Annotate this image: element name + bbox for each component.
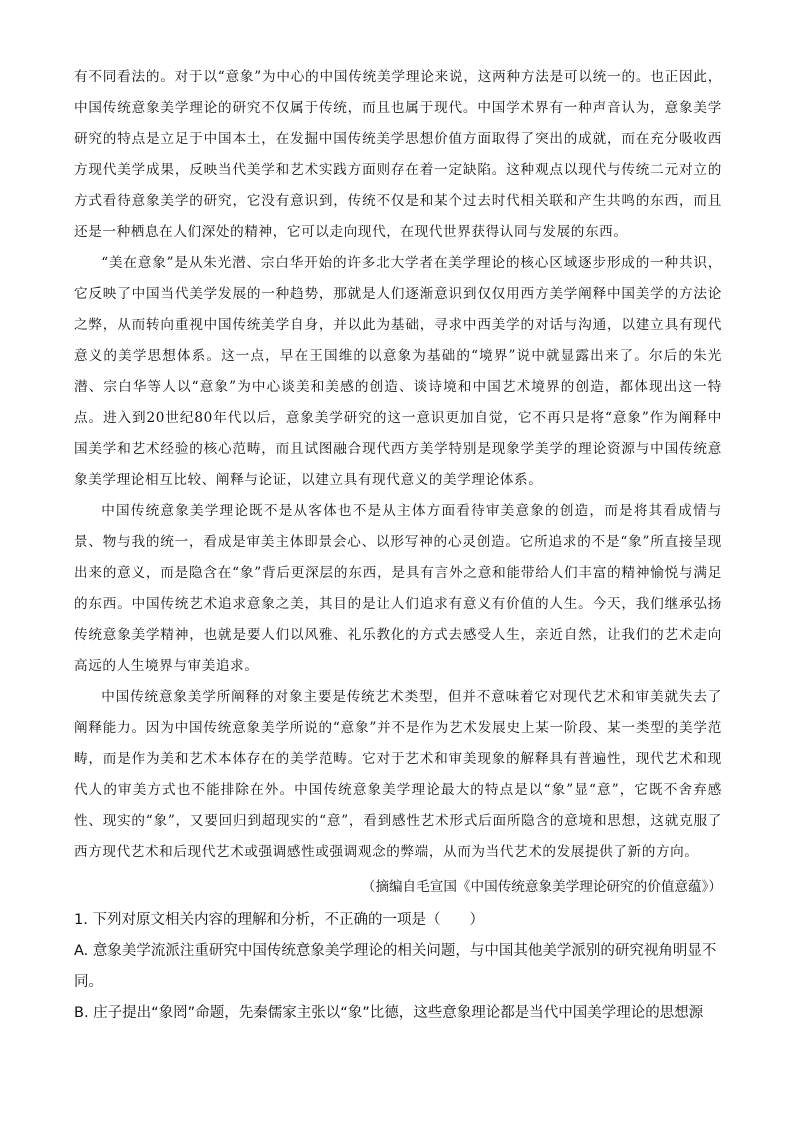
question-block	[74, 905, 722, 1029]
passage-source-citation: （摘编自毛宣国《中国传统意象美学理论研究的价值意蕴》）	[361, 879, 722, 895]
passage-paragraph-4: 中国传统意象美学所阐释的对象主要是传统艺术类型，但并不意味着它对现代艺术和审美就失去了阐释能力。因为中国传统意象美学所说的“意象”并不是作为艺术发展史上某一阶段、某一类型的美学范畴，而是作为美和艺术本体存在的美学范畴。它对于艺术和审美现象的解释具有普遍性，现代艺术和现代人的审美方式也不能排除在外。中国传统意象美学理论最大的特点是以“象”显“意”，它既不舍弃感性、现实的“象”，又要回归到超现实的“意”，看到感性艺术形式后面所隐含的意境和思想，这就克服了西方现代艺术和后现代艺术或强调感性或强调观念的弊端，从而为当代艺术的发展提供了新的方向。	[74, 689, 722, 860]
question-1-option-a: A. 意象美学流派注重研究中国传统意象美学理论的相关问题，与中国其他美学派别的研究视角明显不同。	[74, 943, 717, 990]
passage-paragraph-3: 中国传统意象美学理论既不是从客体也不是从主体方面看待审美意象的创造，而是将其看成情与景、物与我的统一，看成是审美主体即景会心、以形写神的心灵创造。它所追求的不是“象”所直接呈现出来的意义，而是隐含在“象”背后更深层的东西，是具有言外之意和能带给人们丰富的精神愉悦与满足的东西。中国传统艺术追求意象之美，其目的是让人们追求有意义有价值的人生。今天，我们继承弘扬传统意象美学精神，也就是要人们以风雅、礼乐教化的方式去感受人生，亲近自然，让我们的艺术走向高远的人生境界与审美追求。	[74, 503, 722, 674]
question-1-option-b: B. 庄子提出“象罔”命题，先秦儒家主张以“象”比德，这些意象理论都是当代中国美学理论的思想源	[74, 1005, 704, 1021]
passage-body	[74, 62, 722, 868]
passage-paragraph-1: 有不同看法的。对于以“意象”为中心的中国传统美学理论来说，这两种方法是可以统一的。也正因此，中国传统意象美学理论的研究不仅属于传统，而且也属于现代。中国学术界有一种声音认为，意象美学研究的特点是立足于中国本土，在发掘中国传统美学思想价值方面取得了突出的成就，而在充分吸收西方现代美学成果，反映当代美学和艺术实践方面则存在着一定缺陷。这种观点以现代与传统二元对立的方式看待意象美学的研究，它没有意识到，传统不仅是和某个过去时代相关联和产生共鸣的东西，而且还是一种栖息在人们深处的精神，它可以走向现代，在现代世界获得认同与发展的东西。	[74, 69, 722, 240]
passage-paragraph-2: “美在意象”是从朱光潜、宗白华开始的许多北大学者在美学理论的核心区域逐步形成的一种共识，它反映了中国当代美学发展的一种趋势，那就是人们逐渐意识到仅仅用西方美学阐释中国美学的方法论之弊，从而转向重视中国传统美学自身，并以此为基础，寻求中西美学的对话与沟通，以建立具有现代意义的美学思想体系。这一点，早在王国维的以意象为基础的“境界”说中就显露出来了。尔后的朱光潜、宗白华等人以“意象”为中心谈美和美感的创造、谈诗境和中国艺术境界的创造，都体现出这一特点。进入到20世纪80年代以后，意象美学研究的这一意识更加自觉，它不再只是将“意象”作为阐释中国美学和艺术经验的核心范畴，而且试图融合现代西方美学特别是现象学美学的理论资源与中国传统意象美学理论相互比较、阐释与论证，以建立具有现代意义的美学理论体系。	[74, 255, 722, 488]
question-1-stem: 1. 下列对原文相关内容的理解和分析，不正确的一项是（ ）	[74, 912, 484, 928]
